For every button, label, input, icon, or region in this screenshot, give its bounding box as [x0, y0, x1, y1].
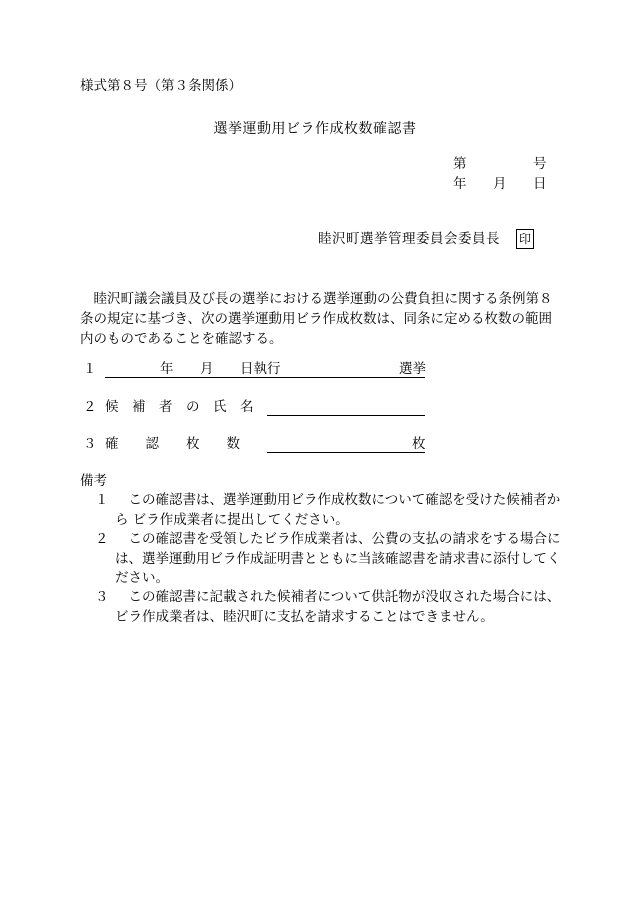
item-2-label: 候 補 者 の 氏 名: [105, 399, 254, 415]
item-1-number: １: [83, 361, 97, 377]
remark-number: ２: [95, 531, 109, 547]
issuer-title: 睦沢町選挙管理委員会委員長: [318, 231, 500, 247]
remark-number: １: [95, 492, 109, 508]
seal-stamp-box: 印: [516, 229, 534, 249]
date-month-label: 月: [493, 176, 507, 192]
number-suffix: 号: [533, 156, 547, 172]
item-3-unit: 枚: [412, 436, 426, 452]
remark-line: ビラ作成業者は、睦沢町に支払を請求することはできません。: [115, 608, 494, 625]
remark-line: この確認書は、選挙運動用ビラ作成枚数について確認を受けた候補者か: [115, 492, 561, 508]
item-3-number: ３: [83, 436, 97, 452]
remarks-heading: 備考: [80, 473, 107, 489]
body-paragraph: [80, 289, 553, 349]
body-line: 内のものであることを確認する。: [80, 331, 283, 347]
item-1-executed-label: 日執行: [240, 361, 281, 377]
date-year-label: 年: [453, 176, 467, 192]
remark-line: ら ビラ作成業者に提出してください。: [115, 511, 349, 528]
remark-item-1: [95, 491, 561, 531]
remark-line: ださい。: [115, 570, 169, 586]
remark-number: ３: [95, 589, 109, 605]
item-2-number: ２: [83, 399, 97, 415]
body-line: 睦沢町議会議員及び長の選挙における選挙運動の公費負担に関する条例第８: [80, 291, 553, 307]
item-1-year-label: 年: [160, 361, 174, 377]
item-2-underline: [267, 415, 425, 416]
remark-line: は、選挙運動用ビラ作成証明書とともに当該確認書を請求書に添付してく: [115, 550, 561, 567]
item-1-month-label: 月: [200, 361, 214, 377]
remark-line: この確認書を受領したビラ作成業者は、公費の支払の請求をする場合に: [115, 531, 561, 547]
remark-item-2: [95, 530, 561, 590]
remark-item-3: [95, 588, 561, 628]
date-day-label: 日: [533, 176, 547, 192]
body-line: 条の規定に基づき、次の選挙運動用ビラ作成枚数は、同条に定める枚数の範囲: [80, 311, 552, 327]
form-number: 様式第８号（第３条関係）: [80, 78, 242, 94]
remark-line: この確認書に記載された候補者について供託物が没収された場合には、: [115, 589, 561, 605]
item-3-underline: [267, 452, 425, 453]
item-1-election-label: 選挙: [399, 361, 426, 377]
number-prefix: 第: [453, 156, 467, 172]
item-1-underline: [105, 377, 425, 378]
item-3-label: 確 認 枚 数: [105, 436, 240, 452]
document-title: 選挙運動用ビラ作成枚数確認書: [213, 121, 417, 137]
